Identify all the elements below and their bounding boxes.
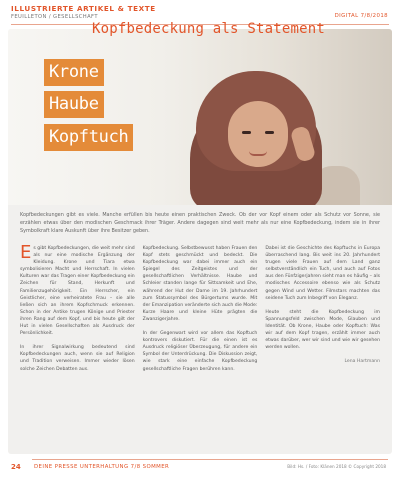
- page-footer: [0, 456, 400, 477]
- body-column-2: [143, 245, 258, 440]
- section-subtitle: FEUILLETON / GESELLSCHAFT: [11, 14, 98, 20]
- article-body: [20, 242, 381, 440]
- issue-label: DIGITAL 7/8/2018: [334, 13, 388, 19]
- page-number: 24: [11, 463, 21, 471]
- title-pill-haube: Haube: [44, 91, 104, 118]
- title-pill-kopftuch: Kopftuch: [44, 124, 133, 151]
- body-paragraph: Dabei ist die Geschichte des Kopftuchs in Europa überraschend lang. Bis weit ins 20. Jahrhundert trugen viele Frauen auf dem Land ganz selbstverständlich ein Tuch, und auch auf Fotos aus den Fünfzigerjahren sieht man es häufig – als modisches Accessoire ebenso wie als Schutz gegen Wind und Wetter. Filmstars machten das seidene Tuch zum Inbegriff von Eleganz.: [265, 246, 381, 301]
- body-paragraph: Heute steht die Kopfbedeckung im Spannungsfeld zwischen Mode, Glauben und Identität. Ob Krone, Haube oder Kopftuch: Was wir auf dem Kopf tragen, erzählt immer auch etwas darüber, wer wir sind und wie wir gesehen werden wollen.: [265, 309, 381, 351]
- body-column-1: [20, 242, 135, 440]
- credit-line: Bild: Hs. / Foto: Klänen 2018 © Copyright 2018: [287, 464, 386, 469]
- left-eye: [242, 131, 251, 134]
- article-title: Kopfbedeckung als Statement: [92, 21, 325, 37]
- body-paragraph: Kopfbedeckung. Selbstbewusst haben Frauen den Kopf stets geschmückt und bedeckt. Die Kopfbedeckung war dabei immer auch ein Spiegel des Zeitgeistes und der gesellschaftlichen Verhältnisse. Haube und Schleier standen lange für Sittsamkeit und Ehe, während der Hut der Dame im 19. Jahrhundert zum Statussymbol des Bürgertums wurde. Mit der Emanzipation veränderte sich auch die Mode: Kurze Haare und kleine Hüte prägten die Zwanzigerjahre.: [142, 246, 258, 322]
- drop-cap: E: [20, 242, 32, 263]
- publication-name: DEINE PRESSE UNTERHALTUNG 7/8 SOMMER: [34, 464, 170, 470]
- article-lead: Kopfbedeckungen gibt es viele. Manche erfüllen bis heute einen praktischen Zweck. Ob der vor Kopf einem oder als Schutz vor Sonne, sie erzählen etwas über den modischen Geschmack ihrer Träger. Andere dagegen sind weit mehr als nur eine Kopfbedeckung, indem sie in ihrer Symbolkraft klare Auskunft über ihre Besitzer geben.: [20, 212, 380, 235]
- body-paragraph: In ihrer Signalwirkung bedeutend sind Kopfbedeckungen auch, wenn sie auf Religion und Tradition verweisen. Immer wieder lösen solche Zeichen Debatten aus.: [20, 345, 135, 372]
- body-paragraph: Es gibt Kopfbedeckungen, die weit mehr sind als nur eine modische Ergänzung der Kleidung. Krone und Tiara etwa symbolisieren Macht und Herrschaft. In vielen Kulturen war das Tragen einer Kopfbedeckung ein Zeichen für Stand, Herkunft und Familienzugehörigkeit. Ein Herrscher, ein Geistlicher, eine verheiratete Frau – sie alle ließen sich an ihrem Kopfschmuck erkennen. Schon in der Antike trugen Könige und Priester ihren Rang auf dem Kopf, und bis heute gilt der Hut in vielen Gesellschaften als Ausdruck der Persönlichkeit.: [20, 242, 135, 337]
- body-column-3: [265, 245, 380, 440]
- woman-in-hijab-illustration: [190, 71, 350, 205]
- author-signature: Lena Hartmann: [344, 359, 381, 365]
- section-title: ILLUSTRIERTE ARTIKEL & TEXTE: [11, 4, 156, 13]
- face-shape: [228, 101, 288, 167]
- smile: [249, 151, 267, 156]
- footer-divider: [32, 459, 388, 460]
- right-eye: [265, 131, 274, 134]
- title-pill-krone: Krone: [44, 59, 104, 86]
- body-paragraph: In der Gegenwart wird vor allem das Kopftuch kontrovers diskutiert. Für die einen ist es Ausdruck religiöser Überzeugung, für andere ein Symbol der Unterdrückung. Die Diskussion zeigt, wie stark eine einfache Kopfbedeckung gesellschaftliche Fragen berühren kann.: [142, 331, 258, 372]
